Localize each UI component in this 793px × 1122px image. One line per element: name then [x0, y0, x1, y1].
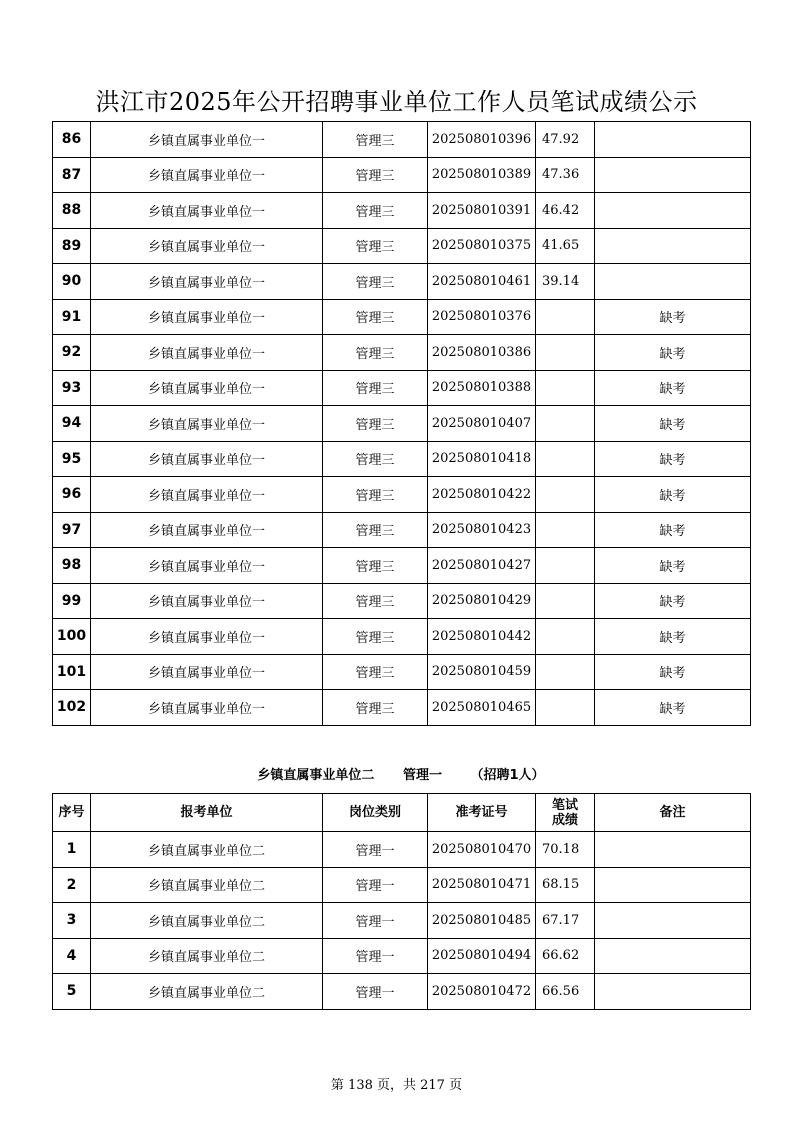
- cell-unit: 乡镇直属事业单位一: [91, 122, 323, 158]
- cell-ticket: 202508010389: [428, 157, 536, 193]
- cell-unit: 乡镇直属事业单位一: [91, 619, 323, 655]
- cell-unit: 乡镇直属事业单位一: [91, 228, 323, 264]
- cell-note: [595, 193, 751, 229]
- cell-ticket: 202508010459: [428, 654, 536, 690]
- cell-no: 5: [53, 974, 91, 1010]
- cell-note: 缺考: [595, 406, 751, 442]
- cell-ticket: 202508010407: [428, 406, 536, 442]
- cell-no: 3: [53, 903, 91, 939]
- table-row: [53, 122, 751, 158]
- table-row: [53, 548, 751, 584]
- cell-score: 39.14: [536, 264, 595, 300]
- cell-ticket: 202508010472: [428, 974, 536, 1010]
- cell-unit: 乡镇直属事业单位一: [91, 157, 323, 193]
- cell-category: 管理三: [323, 690, 428, 726]
- cell-no: 95: [53, 441, 91, 477]
- cell-unit: 乡镇直属事业单位二: [91, 867, 323, 903]
- cell-category: 管理三: [323, 193, 428, 229]
- cell-ticket: 202508010427: [428, 548, 536, 584]
- cell-unit: 乡镇直属事业单位二: [91, 903, 323, 939]
- cell-ticket: 202508010494: [428, 938, 536, 974]
- cell-score: [536, 441, 595, 477]
- cell-category: 管理一: [323, 867, 428, 903]
- cell-score: [536, 654, 595, 690]
- cell-ticket: 202508010418: [428, 441, 536, 477]
- section-recruit: （招聘1人）: [470, 768, 545, 783]
- table-row: [53, 193, 751, 229]
- cell-no: 99: [53, 583, 91, 619]
- header-note: 备注: [595, 794, 751, 832]
- table-row: [53, 583, 751, 619]
- table-row: [53, 619, 751, 655]
- cell-category: 管理三: [323, 228, 428, 264]
- cell-unit: 乡镇直属事业单位一: [91, 690, 323, 726]
- cell-ticket: 202508010391: [428, 193, 536, 229]
- cell-unit: 乡镇直属事业单位二: [91, 832, 323, 868]
- cell-note: 缺考: [595, 335, 751, 371]
- header-category: 岗位类别: [323, 794, 428, 832]
- header-unit: 报考单位: [91, 794, 323, 832]
- cell-category: 管理三: [323, 299, 428, 335]
- cell-unit: 乡镇直属事业单位二: [91, 974, 323, 1010]
- cell-unit: 乡镇直属事业单位二: [91, 938, 323, 974]
- cell-no: 90: [53, 264, 91, 300]
- table-row: [53, 335, 751, 371]
- cell-no: 4: [53, 938, 91, 974]
- cell-ticket: 202508010429: [428, 583, 536, 619]
- cell-score: 66.62: [536, 938, 595, 974]
- cell-unit: 乡镇直属事业单位一: [91, 512, 323, 548]
- cell-unit: 乡镇直属事业单位一: [91, 335, 323, 371]
- cell-note: [595, 903, 751, 939]
- header-ticket: 准考证号: [428, 794, 536, 832]
- cell-score: 46.42: [536, 193, 595, 229]
- cell-score: [536, 619, 595, 655]
- cell-score: [536, 299, 595, 335]
- cell-ticket: 202508010485: [428, 903, 536, 939]
- cell-score: 68.15: [536, 867, 595, 903]
- cell-unit: 乡镇直属事业单位一: [91, 193, 323, 229]
- table-row: [53, 938, 751, 974]
- cell-note: 缺考: [595, 619, 751, 655]
- table-row: [53, 477, 751, 513]
- table-row: [53, 903, 751, 939]
- cell-ticket: 202508010465: [428, 690, 536, 726]
- cell-no: 89: [53, 228, 91, 264]
- cell-note: [595, 157, 751, 193]
- cell-unit: 乡镇直属事业单位一: [91, 654, 323, 690]
- cell-category: 管理三: [323, 477, 428, 513]
- cell-ticket: 202508010423: [428, 512, 536, 548]
- score-table-unit-2-body: [53, 832, 751, 1010]
- header-no: 序号: [53, 794, 91, 832]
- score-table-unit-2: [52, 793, 751, 1010]
- cell-note: [595, 264, 751, 300]
- cell-ticket: 202508010396: [428, 122, 536, 158]
- cell-no: 2: [53, 867, 91, 903]
- page-footer: 第 138 页，共 217 页: [330, 1078, 463, 1093]
- cell-ticket: 202508010471: [428, 867, 536, 903]
- cell-unit: 乡镇直属事业单位一: [91, 477, 323, 513]
- cell-no: 100: [53, 619, 91, 655]
- cell-no: 92: [53, 335, 91, 371]
- cell-score: 47.92: [536, 122, 595, 158]
- header-score-line1: 笔试: [551, 797, 578, 813]
- section-post: 管理一: [402, 768, 442, 783]
- table-row: [53, 974, 751, 1010]
- cell-ticket: 202508010422: [428, 477, 536, 513]
- cell-category: 管理三: [323, 583, 428, 619]
- cell-note: 缺考: [595, 512, 751, 548]
- cell-no: 88: [53, 193, 91, 229]
- cell-category: 管理三: [323, 548, 428, 584]
- cell-unit: 乡镇直属事业单位一: [91, 583, 323, 619]
- section-unit: 乡镇直属事业单位二: [257, 768, 375, 783]
- cell-category: 管理一: [323, 903, 428, 939]
- cell-category: 管理三: [323, 512, 428, 548]
- cell-note: 缺考: [595, 370, 751, 406]
- cell-score: [536, 370, 595, 406]
- cell-category: 管理三: [323, 406, 428, 442]
- cell-unit: 乡镇直属事业单位一: [91, 264, 323, 300]
- cell-score: [536, 690, 595, 726]
- cell-note: [595, 832, 751, 868]
- table-row: [53, 832, 751, 868]
- cell-note: 缺考: [595, 477, 751, 513]
- cell-category: 管理一: [323, 832, 428, 868]
- cell-note: [595, 122, 751, 158]
- header-score-line2: 成绩: [551, 812, 578, 828]
- cell-note: [595, 974, 751, 1010]
- table-row: [53, 299, 751, 335]
- cell-ticket: 202508010442: [428, 619, 536, 655]
- cell-no: 86: [53, 122, 91, 158]
- header-score: [536, 794, 595, 832]
- cell-no: 1: [53, 832, 91, 868]
- cell-no: 94: [53, 406, 91, 442]
- cell-no: 98: [53, 548, 91, 584]
- cell-unit: 乡镇直属事业单位一: [91, 370, 323, 406]
- table-row: [53, 690, 751, 726]
- cell-score: 67.17: [536, 903, 595, 939]
- cell-score: 41.65: [536, 228, 595, 264]
- cell-no: 93: [53, 370, 91, 406]
- cell-category: 管理一: [323, 938, 428, 974]
- cell-score: [536, 583, 595, 619]
- cell-note: 缺考: [595, 548, 751, 584]
- cell-no: 91: [53, 299, 91, 335]
- cell-ticket: 202508010461: [428, 264, 536, 300]
- cell-note: 缺考: [595, 654, 751, 690]
- cell-score: [536, 406, 595, 442]
- score-table-unit-1: [52, 121, 751, 726]
- cell-unit: 乡镇直属事业单位一: [91, 548, 323, 584]
- cell-note: 缺考: [595, 583, 751, 619]
- cell-no: 102: [53, 690, 91, 726]
- cell-score: [536, 335, 595, 371]
- cell-category: 管理三: [323, 335, 428, 371]
- cell-no: 96: [53, 477, 91, 513]
- table-row: [53, 370, 751, 406]
- cell-score: 66.56: [536, 974, 595, 1010]
- cell-note: 缺考: [595, 441, 751, 477]
- cell-unit: 乡镇直属事业单位一: [91, 299, 323, 335]
- table-row: [53, 264, 751, 300]
- table-row: [53, 406, 751, 442]
- table-row: [53, 654, 751, 690]
- cell-note: [595, 867, 751, 903]
- cell-note: [595, 938, 751, 974]
- table-row: [53, 157, 751, 193]
- cell-category: 管理三: [323, 122, 428, 158]
- table-header-row: [53, 794, 751, 832]
- cell-category: 管理一: [323, 974, 428, 1010]
- cell-ticket: 202508010375: [428, 228, 536, 264]
- cell-category: 管理三: [323, 370, 428, 406]
- table-row: [53, 228, 751, 264]
- cell-score: [536, 512, 595, 548]
- cell-no: 87: [53, 157, 91, 193]
- section-heading: [52, 764, 750, 783]
- cell-ticket: 202508010470: [428, 832, 536, 868]
- cell-unit: 乡镇直属事业单位一: [91, 441, 323, 477]
- cell-no: 97: [53, 512, 91, 548]
- cell-unit: 乡镇直属事业单位一: [91, 406, 323, 442]
- cell-category: 管理三: [323, 264, 428, 300]
- cell-score: 47.36: [536, 157, 595, 193]
- cell-ticket: 202508010376: [428, 299, 536, 335]
- cell-category: 管理三: [323, 157, 428, 193]
- cell-score: 70.18: [536, 832, 595, 868]
- cell-score: [536, 477, 595, 513]
- cell-category: 管理三: [323, 654, 428, 690]
- table-row: [53, 441, 751, 477]
- cell-no: 101: [53, 654, 91, 690]
- cell-category: 管理三: [323, 441, 428, 477]
- table-row: [53, 512, 751, 548]
- table-row: [53, 867, 751, 903]
- cell-ticket: 202508010386: [428, 335, 536, 371]
- cell-score: [536, 548, 595, 584]
- cell-category: 管理三: [323, 619, 428, 655]
- score-table-unit-1-body: [53, 122, 751, 726]
- page-title: 洪江市2025年公开招聘事业单位工作人员笔试成绩公示: [95, 88, 698, 116]
- cell-note: 缺考: [595, 690, 751, 726]
- cell-note: [595, 228, 751, 264]
- cell-note: 缺考: [595, 299, 751, 335]
- cell-ticket: 202508010388: [428, 370, 536, 406]
